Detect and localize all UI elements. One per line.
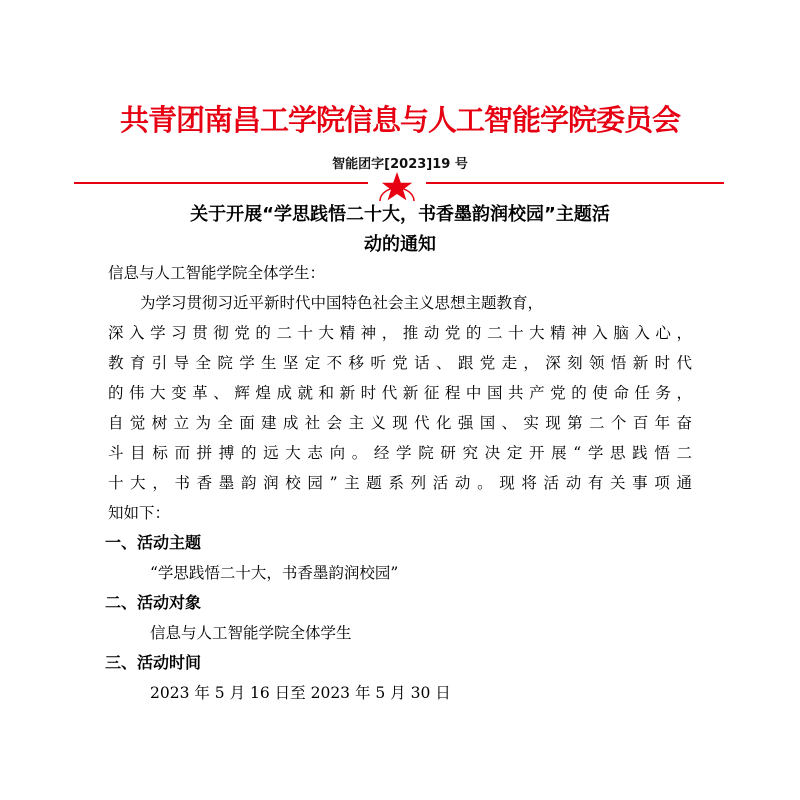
section-content-theme: “学思践悟二十大，书香墨韵润校园” (150, 564, 399, 582)
intro-paragraph-line: 斗目标而拼搏的远大志向。经学院研究决定开展“学思践悟二 (108, 444, 692, 462)
header-divider-right (426, 182, 724, 184)
intro-paragraph-line: 知如下： (108, 504, 171, 522)
section-content-time: 2023 年 5 月 16 日至 2023 年 5 月 30 日 (150, 684, 451, 702)
section-heading-audience: 二、活动对象 (105, 593, 202, 612)
header-divider-left (74, 182, 368, 184)
intro-paragraph-line: 十大，书香墨韵润校园”主题系列活动。现将活动有关事项通 (108, 474, 692, 492)
section-heading-time: 三、活动时间 (105, 653, 202, 672)
intro-paragraph-line: 自觉树立为全面建成社会主义现代化强国、实现第二个百年奋 (108, 414, 692, 432)
organization-title: 共青团南昌工学院信息与人工智能学院委员会 (119, 103, 680, 137)
document-number: 智能团字[2023]19 号 (332, 157, 468, 172)
red-star-icon (372, 165, 422, 205)
section-content-audience: 信息与人工智能学院全体学生 (150, 624, 352, 642)
notice-title-line-2: 动的通知 (364, 234, 436, 255)
intro-paragraph-line: 教育引导全院学生坚定不移听党话、跟党走，深刻领悟新时代 (108, 354, 692, 372)
intro-paragraph-line: 深入学习贯彻党的二十大精神，推动党的二十大精神入脑入心， (108, 324, 692, 342)
salutation: 信息与人工智能学院全体学生： (108, 264, 326, 282)
intro-paragraph-line: 为学习贯彻习近平新时代中国特色社会主义思想主题教育， (140, 294, 544, 312)
intro-paragraph-line: 的伟大变革、辉煌成就和新时代新征程中国共产党的使命任务， (108, 384, 692, 402)
section-heading-theme: 一、活动主题 (105, 533, 202, 552)
notice-title-line-1: 关于开展“学思践悟二十大，书香墨韵润校园”主题活 (190, 204, 610, 225)
